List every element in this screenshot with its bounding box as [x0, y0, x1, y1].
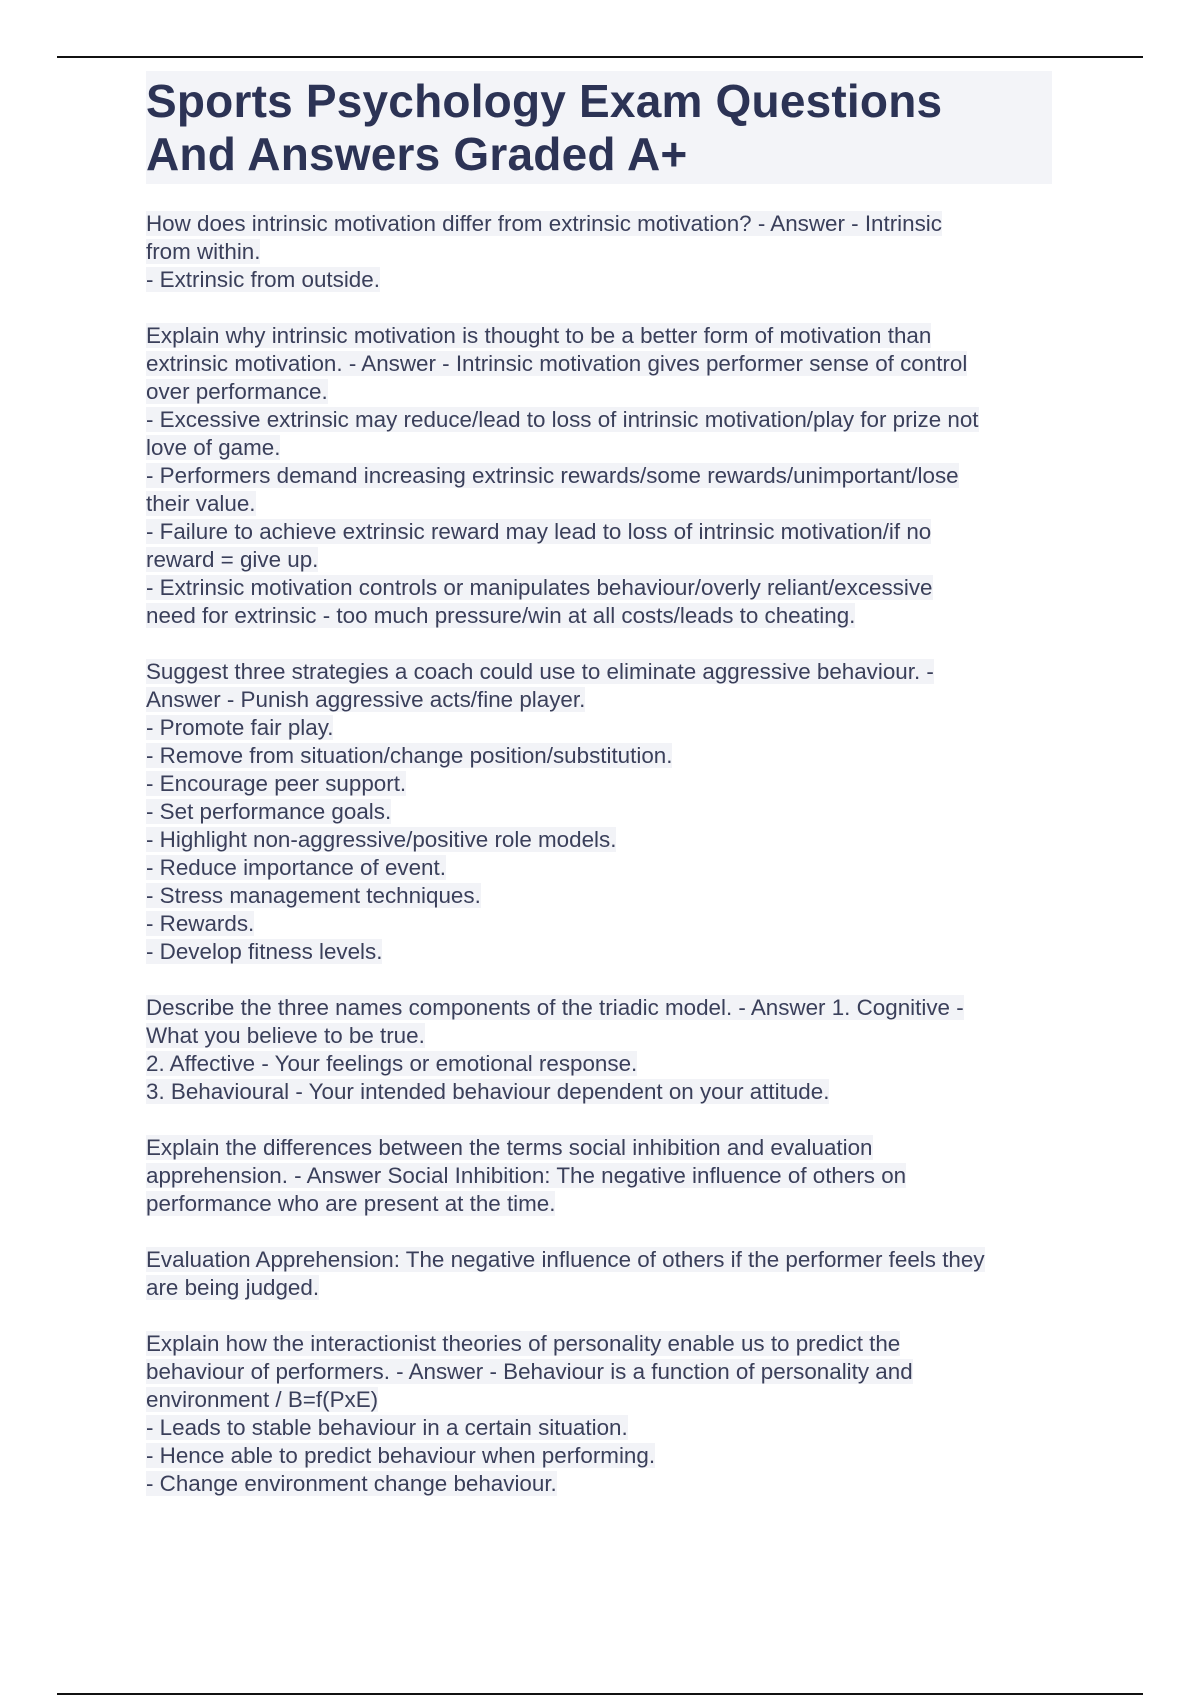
qa-line: [146, 826, 1066, 854]
qa-line-text: Answer - Punish aggressive acts/fine player.: [146, 687, 586, 712]
qa-block: [146, 658, 1066, 966]
qa-line-text: - Develop fitness levels.: [146, 939, 383, 964]
document-body: [146, 210, 1066, 1526]
qa-line-text: extrinsic motivation. - Answer - Intrinsic motivation gives performer sense of control: [146, 351, 968, 376]
qa-line: [146, 266, 1066, 294]
page-title-line: And Answers Graded A+: [146, 128, 688, 180]
qa-line: [146, 490, 1066, 518]
qa-line: [146, 1358, 1066, 1386]
qa-line-text: - Leads to stable behaviour in a certain situation.: [146, 1415, 628, 1440]
qa-line-text: over performance.: [146, 379, 328, 404]
qa-line: [146, 658, 1066, 686]
qa-line: [146, 1470, 1066, 1498]
qa-line-text: - Excessive extrinsic may reduce/lead to loss of intrinsic motivation/play for prize not: [146, 407, 979, 432]
qa-line: [146, 742, 1066, 770]
qa-block: [146, 1330, 1066, 1498]
qa-line: [146, 1414, 1066, 1442]
qa-line: [146, 910, 1066, 938]
qa-line-text: behaviour of performers. - Answer - Behaviour is a function of personality and: [146, 1359, 913, 1384]
bottom-rule: [57, 1693, 1143, 1695]
qa-line-text: - Highlight non-aggressive/positive role models.: [146, 827, 617, 852]
qa-line: [146, 1386, 1066, 1414]
qa-line-text: - Change environment change behaviour.: [146, 1471, 557, 1496]
qa-line-text: - Set performance goals.: [146, 799, 392, 824]
qa-line: [146, 1246, 1066, 1274]
qa-line: [146, 714, 1066, 742]
qa-line-text: - Performers demand increasing extrinsic rewards/some rewards/unimportant/lose: [146, 463, 959, 488]
qa-line: [146, 350, 1066, 378]
qa-line: [146, 574, 1066, 602]
qa-line-text: are being judged.: [146, 1275, 320, 1300]
qa-line-text: - Reduce importance of event.: [146, 855, 446, 880]
qa-line: [146, 938, 1066, 966]
qa-line: [146, 1050, 1066, 1078]
qa-block: [146, 994, 1066, 1106]
qa-line-text: love of game.: [146, 435, 281, 460]
qa-line-text: Suggest three strategies a coach could use to eliminate aggressive behaviour. -: [146, 659, 934, 684]
qa-line: [146, 238, 1066, 266]
qa-line-text: reward = give up.: [146, 547, 319, 572]
qa-line: [146, 1078, 1066, 1106]
qa-line: [146, 322, 1066, 350]
qa-line-text: Explain the differences between the terms social inhibition and evaluation: [146, 1135, 873, 1160]
qa-line-text: performance who are present at the time.: [146, 1191, 556, 1216]
qa-line: [146, 546, 1066, 574]
qa-block: [146, 1134, 1066, 1218]
qa-line: [146, 462, 1066, 490]
qa-line-text: What you believe to be true.: [146, 1023, 425, 1048]
qa-line: [146, 602, 1066, 630]
qa-line: [146, 882, 1066, 910]
page-title: [146, 71, 1052, 181]
qa-line-text: - Extrinsic from outside.: [146, 267, 380, 292]
qa-line: [146, 1190, 1066, 1218]
qa-line: [146, 770, 1066, 798]
qa-line: [146, 210, 1066, 238]
qa-line-text: - Hence able to predict behaviour when performing.: [146, 1443, 656, 1468]
qa-line-text: - Promote fair play.: [146, 715, 334, 740]
qa-line: [146, 854, 1066, 882]
qa-line: [146, 798, 1066, 826]
qa-line-text: 2. Affective - Your feelings or emotional response.: [146, 1051, 638, 1076]
qa-block: [146, 322, 1066, 630]
qa-line-text: - Rewards.: [146, 911, 255, 936]
qa-line-text: - Remove from situation/change position/substitution.: [146, 743, 673, 768]
top-rule: [57, 56, 1143, 58]
qa-line: [146, 1162, 1066, 1190]
qa-line: [146, 518, 1066, 546]
page-title-line: Sports Psychology Exam Questions: [146, 75, 943, 127]
qa-block: [146, 210, 1066, 294]
qa-line-text: need for extrinsic - too much pressure/win at all costs/leads to cheating.: [146, 603, 856, 628]
qa-line-text: - Failure to achieve extrinsic reward may lead to loss of intrinsic motivation/if no: [146, 519, 932, 544]
qa-line-text: How does intrinsic motivation differ from extrinsic motivation? - Answer - Intrinsic: [146, 211, 942, 236]
qa-line-text: apprehension. - Answer Social Inhibition: The negative influence of others on: [146, 1163, 907, 1188]
qa-line: [146, 1330, 1066, 1358]
qa-line-text: environment / B=f(PxE): [146, 1387, 379, 1412]
qa-line-text: Explain how the interactionist theories of personality enable us to predict the: [146, 1331, 901, 1356]
qa-line: [146, 406, 1066, 434]
qa-line-text: from within.: [146, 239, 261, 264]
qa-line: [146, 994, 1066, 1022]
qa-line-text: Describe the three names components of the triadic model. - Answer 1. Cognitive -: [146, 995, 964, 1020]
qa-line-text: their value.: [146, 491, 256, 516]
qa-line-text: Evaluation Apprehension: The negative influence of others if the performer feels they: [146, 1247, 985, 1272]
qa-line: [146, 1022, 1066, 1050]
qa-line-text: - Stress management techniques.: [146, 883, 481, 908]
qa-line: [146, 686, 1066, 714]
qa-block: [146, 1246, 1066, 1302]
qa-line-text: Explain why intrinsic motivation is thought to be a better form of motivation than: [146, 323, 932, 348]
qa-line: [146, 1134, 1066, 1162]
qa-line-text: - Extrinsic motivation controls or manipulates behaviour/overly reliant/excessive: [146, 575, 933, 600]
qa-line: [146, 434, 1066, 462]
title-block: [146, 71, 1052, 184]
qa-line: [146, 378, 1066, 406]
qa-line: [146, 1442, 1066, 1470]
qa-line-text: - Encourage peer support.: [146, 771, 407, 796]
qa-line-text: 3. Behavioural - Your intended behaviour dependent on your attitude.: [146, 1079, 830, 1104]
qa-line: [146, 1274, 1066, 1302]
